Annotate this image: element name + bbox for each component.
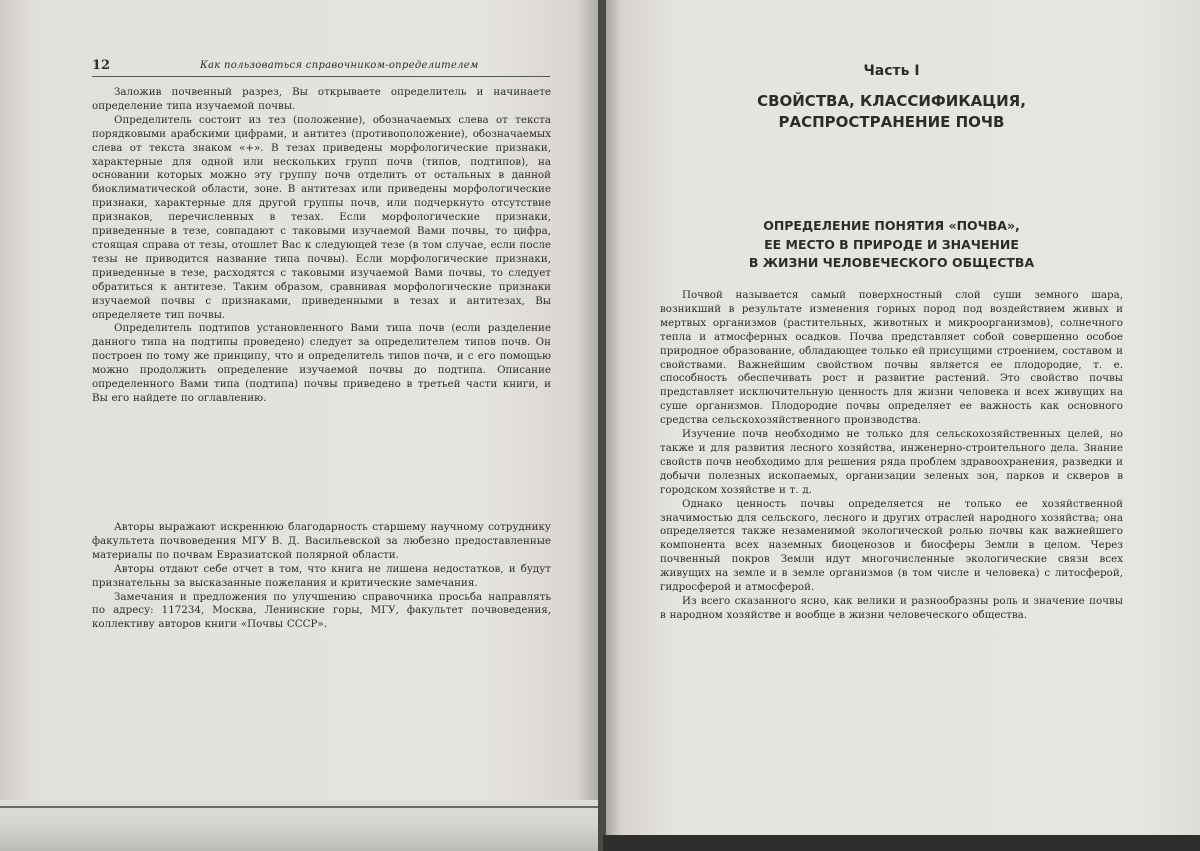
paragraph: Авторы отдают себе отчет в том, что книга не лишена недостатков, и будут признательны за высказанные пожелания и критические замечания.	[92, 562, 551, 589]
left-main-text	[92, 86, 551, 406]
acknowledgements-text	[92, 521, 551, 632]
paragraph: Однако ценность почвы определяется не только ее хозяйственной значимостью для сельского, лесного и других отраслей народного хозяйства; она определяется также незаменимой экологической ролью почвы как важнейшего компонента всех наземных биоценозов и биосферы Земли в целом. Через почвенный покров Земли идут многочисленные экологические связи всех живущих на земле и в земле организмов (в том числе и человека) с литосферой, гидросферой и атмосферой.	[660, 497, 1123, 594]
left-page-header	[92, 58, 550, 77]
section-title	[660, 217, 1123, 273]
page-edge-line	[0, 806, 600, 808]
running-title: Как пользоваться справочником-определителем	[200, 60, 479, 71]
paragraph: Замечания и предложения по улучшению справочника просьба направлять по адресу: 117234, Москва, Ленинские горы, МГУ, факультет почвоведения, коллективу авторов книги «Почвы СССР».	[92, 590, 551, 631]
paragraph: Авторы выражают искреннюю благодарность старшему научному сотруднику факультета почвоведения МГУ В. Д. Васильевской за любезно предоставленные материалы по почвам Евразиатской полярной области.	[92, 521, 551, 561]
part-label: Часть I	[863, 63, 920, 79]
right-main-text	[660, 289, 1123, 623]
part-title-line: СВОЙСТВА, КЛАССИФИКАЦИЯ,	[757, 92, 1026, 110]
paragraph: Почвой называется самый поверхностный слой суши земного шара, возникший в результате изменения горных пород под воздействием живых и мертвых организмов (растительных, животных и микроорганизмов), солнечного тепла и атмосферных осадков. Почва представляет собой совершенно особое природное образование, обладающее только ей присущими строением, составом и свойствами. Важнейшим свойством почвы является ее плодородие, т. е. способность обеспечивать рост и развитие растений. Это свойство почвы представляет исключительную ценность для жизни человека и всех живущих на суше организмов. Плодородие почвы определяет ее важность как основного средства сельскохозяйственного производства.	[660, 289, 1123, 427]
book-gutter	[598, 0, 606, 851]
section-title-line: ЕЕ МЕСТО В ПРИРОДЕ И ЗНАЧЕНИЕ	[764, 236, 1019, 252]
paragraph: Из всего сказанного ясно, как велики и разнообразны роль и значение почвы в народном хозяйстве и вообще в жизни человеческого общества.	[660, 594, 1123, 621]
part-title	[660, 91, 1123, 133]
paragraph: Определитель подтипов установленного Вами типа почв (если разделение данного типа на подтипы проведено) следует за определителем типов почв. Он построен по тому же принципу, что и определитель типов почв, и с его помощью можно продолжить определение изучаемой почвы до подтипа. Описание определенного Вами типа (подтипа) почвы приведено в третьей части книги, и Вы его найдете по оглавлению.	[92, 322, 551, 404]
part-title-line: РАСПРОСТРАНЕНИЕ ПОЧВ	[778, 113, 1005, 131]
paragraph: Изучение почв необходимо не только для сельскохозяйственных целей, но также и для развития лесного хозяйства, инженерно-строительного дела. Знание свойств почв необходимо для решения ряда проблем здравоохранения, разведки и добычи полезных ископаемых, организации зеленых зон, парков и скверов в городском хозяйстве и т. д.	[660, 428, 1123, 496]
paragraph: Заложив почвенный разрез, Вы открываете определитель и начинаете определение типа изучаемой почвы.	[92, 86, 551, 112]
section-title-line: ОПРЕДЕЛЕНИЕ ПОНЯТИЯ «ПОЧВА»,	[763, 218, 1020, 233]
page-number: 12	[92, 58, 111, 73]
section-title-line: В ЖИЗНИ ЧЕЛОВЕЧЕСКОГО ОБЩЕСТВА	[748, 255, 1035, 270]
paragraph: Определитель состоит из тез (положение), обозначаемых слева от текста порядковыми арабскими цифрами, и антитез (противоположение), обозначаемых слева от текста знаком «+». В тезах приведены морфологические признаки, характерные для одной или нескольких групп почв (типов, подтипов), на основании которых можно эту группу почв отделить от остальных в данной биоклиматической области, зоне. В антитезах или приведены морфологические признаки, характерные для другой группы почв, или подчеркнуто отсутствие признаков, перечисленных в тезах. Если морфологические признаки, приведенные в тезе, совпадают с таковыми изучаемой Вами почвы, то цифра, стоящая справа от тезы, отошлет Вас к следующей тезе (в том случае, если после тезы не приводится название типа почвы). Если морфологические признаки, приведенные в тезе, расходятся с таковыми изучаемой Вами почвы, то следует обратиться к антитезе. Таким образом, сравнивая морфологические признаки изучаемой почвы с признаками, приведенными в тезах и антитезах, Вы определяете тип почвы.	[92, 113, 551, 321]
right-page-bottom-shadow	[603, 835, 1200, 851]
